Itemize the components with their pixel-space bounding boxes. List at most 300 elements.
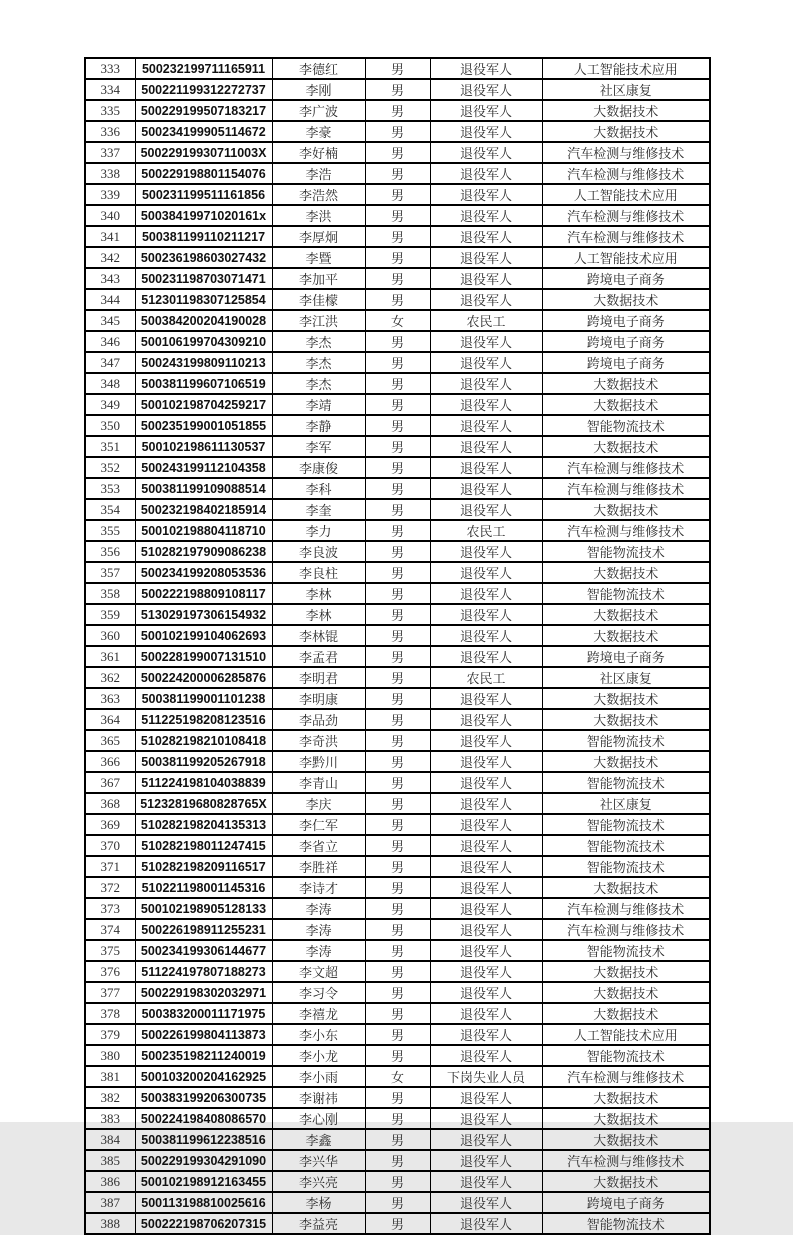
cell-name: 李文超	[272, 961, 365, 982]
table-row	[85, 289, 710, 310]
cell-id-number: 500384200204190028	[135, 310, 272, 331]
cell-name: 李仁军	[272, 814, 365, 835]
cell-major: 大数据技术	[542, 1129, 710, 1150]
cell-gender: 女	[365, 310, 430, 331]
cell-name: 李暨	[272, 247, 365, 268]
table-row	[85, 310, 710, 331]
cell-name: 李心刚	[272, 1108, 365, 1129]
cell-gender: 男	[365, 772, 430, 793]
cell-person-category: 退役军人	[430, 1171, 542, 1192]
cell-id-number: 512301198307125854	[135, 289, 272, 310]
cell-name: 李静	[272, 415, 365, 436]
cell-name: 李豪	[272, 121, 365, 142]
cell-name: 李小东	[272, 1024, 365, 1045]
cell-id-number: 500221199312272737	[135, 79, 272, 100]
cell-id-number: 510282198210108418	[135, 730, 272, 751]
table-row	[85, 1108, 710, 1129]
cell-id-number: 513029197306154932	[135, 604, 272, 625]
cell-gender: 男	[365, 436, 430, 457]
cell-row-number: 352	[85, 457, 135, 478]
cell-name: 李林锟	[272, 625, 365, 646]
cell-person-category: 下岗失业人员	[430, 1066, 542, 1087]
cell-row-number: 333	[85, 58, 135, 79]
cell-person-category: 退役军人	[430, 79, 542, 100]
cell-name: 李力	[272, 520, 365, 541]
cell-major: 社区康复	[542, 667, 710, 688]
cell-gender: 男	[365, 583, 430, 604]
table-row	[85, 1192, 710, 1213]
cell-gender: 男	[365, 58, 430, 79]
cell-person-category: 退役军人	[430, 940, 542, 961]
cell-gender: 男	[365, 919, 430, 940]
cell-name: 李习令	[272, 982, 365, 1003]
cell-row-number: 382	[85, 1087, 135, 1108]
cell-major: 跨境电子商务	[542, 310, 710, 331]
cell-row-number: 387	[85, 1192, 135, 1213]
cell-person-category: 退役军人	[430, 919, 542, 940]
cell-major: 大数据技术	[542, 289, 710, 310]
cell-major: 智能物流技术	[542, 856, 710, 877]
cell-gender: 男	[365, 520, 430, 541]
cell-major: 汽车检测与维修技术	[542, 1066, 710, 1087]
cell-gender: 男	[365, 79, 430, 100]
cell-gender: 男	[365, 856, 430, 877]
cell-id-number: 500228199007131510	[135, 646, 272, 667]
cell-major: 大数据技术	[542, 373, 710, 394]
cell-person-category: 退役军人	[430, 541, 542, 562]
cell-gender: 男	[365, 562, 430, 583]
cell-major: 社区康复	[542, 793, 710, 814]
cell-major: 大数据技术	[542, 1108, 710, 1129]
cell-row-number: 378	[85, 1003, 135, 1024]
cell-name: 李杨	[272, 1192, 365, 1213]
table-row	[85, 688, 710, 709]
cell-major: 智能物流技术	[542, 541, 710, 562]
cell-id-number: 500229198302032971	[135, 982, 272, 1003]
cell-gender: 男	[365, 373, 430, 394]
cell-row-number: 357	[85, 562, 135, 583]
cell-name: 李奎	[272, 499, 365, 520]
cell-person-category: 退役军人	[430, 877, 542, 898]
cell-person-category: 退役军人	[430, 1129, 542, 1150]
cell-major: 大数据技术	[542, 604, 710, 625]
cell-name: 李涛	[272, 940, 365, 961]
cell-row-number: 344	[85, 289, 135, 310]
table-row	[85, 730, 710, 751]
table-row	[85, 1087, 710, 1108]
cell-major: 智能物流技术	[542, 730, 710, 751]
cell-person-category: 退役军人	[430, 415, 542, 436]
cell-person-category: 退役军人	[430, 1087, 542, 1108]
table-row	[85, 1150, 710, 1171]
cell-person-category: 退役军人	[430, 1045, 542, 1066]
cell-row-number: 384	[85, 1129, 135, 1150]
cell-id-number: 500232199711165911	[135, 58, 272, 79]
cell-id-number: 511225198208123516	[135, 709, 272, 730]
cell-id-number: 511224197807188273	[135, 961, 272, 982]
cell-person-category: 退役军人	[430, 604, 542, 625]
cell-person-category: 退役军人	[430, 898, 542, 919]
cell-person-category: 退役军人	[430, 331, 542, 352]
cell-major: 汽车检测与维修技术	[542, 520, 710, 541]
table-row	[85, 646, 710, 667]
table-row	[85, 1066, 710, 1087]
cell-person-category: 退役军人	[430, 394, 542, 415]
cell-major: 汽车检测与维修技术	[542, 919, 710, 940]
cell-row-number: 341	[85, 226, 135, 247]
table-row	[85, 163, 710, 184]
cell-major: 跨境电子商务	[542, 331, 710, 352]
cell-major: 大数据技术	[542, 1003, 710, 1024]
cell-person-category: 退役军人	[430, 352, 542, 373]
cell-person-category: 退役军人	[430, 478, 542, 499]
cell-row-number: 360	[85, 625, 135, 646]
cell-major: 汽车检测与维修技术	[542, 142, 710, 163]
cell-person-category: 退役军人	[430, 457, 542, 478]
cell-gender: 男	[365, 541, 430, 562]
cell-gender: 男	[365, 205, 430, 226]
cell-name: 李青山	[272, 772, 365, 793]
cell-row-number: 373	[85, 898, 135, 919]
cell-major: 大数据技术	[542, 394, 710, 415]
cell-row-number: 354	[85, 499, 135, 520]
cell-row-number: 371	[85, 856, 135, 877]
cell-gender: 男	[365, 100, 430, 121]
cell-id-number: 500234199208053536	[135, 562, 272, 583]
cell-person-category: 退役军人	[430, 646, 542, 667]
cell-major: 大数据技术	[542, 877, 710, 898]
table-row	[85, 520, 710, 541]
cell-name: 李谢祎	[272, 1087, 365, 1108]
cell-major: 智能物流技术	[542, 583, 710, 604]
cell-gender: 男	[365, 184, 430, 205]
table-row	[85, 709, 710, 730]
cell-name: 李厚炯	[272, 226, 365, 247]
cell-gender: 男	[365, 688, 430, 709]
cell-gender: 男	[365, 499, 430, 520]
cell-gender: 男	[365, 1108, 430, 1129]
table-row	[85, 58, 710, 79]
cell-name: 李浩	[272, 163, 365, 184]
cell-person-category: 退役军人	[430, 268, 542, 289]
cell-id-number: 500235199001051855	[135, 415, 272, 436]
cell-major: 社区康复	[542, 79, 710, 100]
cell-name: 李佳檬	[272, 289, 365, 310]
cell-id-number: 500232198402185914	[135, 499, 272, 520]
cell-person-category: 退役军人	[430, 205, 542, 226]
table-row	[85, 499, 710, 520]
cell-person-category: 退役军人	[430, 730, 542, 751]
cell-id-number: 500234199905114672	[135, 121, 272, 142]
cell-name: 李江洪	[272, 310, 365, 331]
cell-person-category: 退役军人	[430, 709, 542, 730]
table-row	[85, 247, 710, 268]
cell-row-number: 343	[85, 268, 135, 289]
table-row	[85, 79, 710, 100]
cell-gender: 男	[365, 751, 430, 772]
cell-row-number: 346	[85, 331, 135, 352]
cell-id-number: 500113198810025616	[135, 1192, 272, 1213]
cell-major: 智能物流技术	[542, 1045, 710, 1066]
cell-gender: 男	[365, 457, 430, 478]
cell-id-number: 500235198211240019	[135, 1045, 272, 1066]
cell-row-number: 351	[85, 436, 135, 457]
cell-gender: 男	[365, 1213, 430, 1234]
cell-gender: 男	[365, 1150, 430, 1171]
cell-name: 李德红	[272, 58, 365, 79]
table-row	[85, 331, 710, 352]
cell-gender: 男	[365, 331, 430, 352]
cell-id-number: 510282198204135313	[135, 814, 272, 835]
cell-person-category: 退役军人	[430, 562, 542, 583]
cell-id-number: 500234199306144677	[135, 940, 272, 961]
cell-person-category: 农民工	[430, 520, 542, 541]
cell-gender: 男	[365, 394, 430, 415]
table-row	[85, 205, 710, 226]
cell-id-number: 500381199110211217	[135, 226, 272, 247]
table-row	[85, 415, 710, 436]
cell-id-number: 500102198804118710	[135, 520, 272, 541]
cell-gender: 男	[365, 226, 430, 247]
cell-major: 大数据技术	[542, 688, 710, 709]
cell-gender: 男	[365, 835, 430, 856]
cell-row-number: 363	[85, 688, 135, 709]
cell-major: 智能物流技术	[542, 1213, 710, 1234]
cell-name: 李鑫	[272, 1129, 365, 1150]
cell-row-number: 365	[85, 730, 135, 751]
cell-major: 大数据技术	[542, 121, 710, 142]
cell-major: 智能物流技术	[542, 415, 710, 436]
cell-id-number: 500226198911255231	[135, 919, 272, 940]
cell-person-category: 退役军人	[430, 1108, 542, 1129]
cell-id-number: 510282198011247415	[135, 835, 272, 856]
cell-name: 李康俊	[272, 457, 365, 478]
cell-major: 汽车检测与维修技术	[542, 205, 710, 226]
table-row	[85, 751, 710, 772]
cell-person-category: 退役军人	[430, 436, 542, 457]
cell-gender: 男	[365, 709, 430, 730]
cell-major: 汽车检测与维修技术	[542, 1150, 710, 1171]
cell-person-category: 退役军人	[430, 1213, 542, 1234]
table-row	[85, 1129, 710, 1150]
cell-name: 李禧龙	[272, 1003, 365, 1024]
cell-row-number: 364	[85, 709, 135, 730]
table-row	[85, 772, 710, 793]
cell-gender: 男	[365, 1192, 430, 1213]
table-row	[85, 1213, 710, 1234]
cell-row-number: 337	[85, 142, 135, 163]
cell-row-number: 336	[85, 121, 135, 142]
cell-row-number: 339	[85, 184, 135, 205]
table-row	[85, 436, 710, 457]
cell-gender: 男	[365, 898, 430, 919]
cell-person-category: 退役军人	[430, 1150, 542, 1171]
cell-row-number: 381	[85, 1066, 135, 1087]
table-row	[85, 940, 710, 961]
cell-name: 李良波	[272, 541, 365, 562]
table-row	[85, 793, 710, 814]
table-row	[85, 667, 710, 688]
cell-row-number: 369	[85, 814, 135, 835]
cell-row-number: 353	[85, 478, 135, 499]
cell-id-number: 51232819680828765X	[135, 793, 272, 814]
cell-name: 李好楠	[272, 142, 365, 163]
cell-name: 李明康	[272, 688, 365, 709]
cell-major: 人工智能技术应用	[542, 1024, 710, 1045]
cell-person-category: 退役军人	[430, 583, 542, 604]
cell-person-category: 农民工	[430, 667, 542, 688]
table-row	[85, 1024, 710, 1045]
cell-name: 李黔川	[272, 751, 365, 772]
cell-person-category: 退役军人	[430, 772, 542, 793]
table-row	[85, 583, 710, 604]
cell-row-number: 367	[85, 772, 135, 793]
cell-person-category: 退役军人	[430, 1003, 542, 1024]
cell-name: 李奇洪	[272, 730, 365, 751]
table-row	[85, 1171, 710, 1192]
cell-id-number: 510282197909086238	[135, 541, 272, 562]
cell-person-category: 退役军人	[430, 247, 542, 268]
cell-name: 李林	[272, 604, 365, 625]
table-row	[85, 835, 710, 856]
cell-major: 人工智能技术应用	[542, 58, 710, 79]
cell-name: 李品劲	[272, 709, 365, 730]
cell-gender: 男	[365, 1087, 430, 1108]
table-row	[85, 919, 710, 940]
cell-row-number: 366	[85, 751, 135, 772]
cell-person-category: 退役军人	[430, 58, 542, 79]
cell-gender: 男	[365, 1024, 430, 1045]
cell-name: 李杰	[272, 352, 365, 373]
cell-gender: 男	[365, 961, 430, 982]
cell-row-number: 359	[85, 604, 135, 625]
cell-major: 智能物流技术	[542, 940, 710, 961]
cell-major: 大数据技术	[542, 961, 710, 982]
table-row	[85, 100, 710, 121]
cell-id-number: 500381199001101238	[135, 688, 272, 709]
cell-major: 智能物流技术	[542, 835, 710, 856]
table-row	[85, 877, 710, 898]
cell-major: 人工智能技术应用	[542, 247, 710, 268]
cell-name: 李明君	[272, 667, 365, 688]
cell-row-number: 375	[85, 940, 135, 961]
cell-id-number: 500229199507183217	[135, 100, 272, 121]
cell-major: 跨境电子商务	[542, 646, 710, 667]
cell-id-number: 500383200011171975	[135, 1003, 272, 1024]
cell-major: 大数据技术	[542, 709, 710, 730]
cell-id-number: 500243199809110213	[135, 352, 272, 373]
cell-row-number: 356	[85, 541, 135, 562]
cell-id-number: 500102198905128133	[135, 898, 272, 919]
table-row	[85, 394, 710, 415]
cell-name: 李胜祥	[272, 856, 365, 877]
cell-gender: 男	[365, 247, 430, 268]
cell-person-category: 退役军人	[430, 100, 542, 121]
cell-major: 汽车检测与维修技术	[542, 457, 710, 478]
cell-gender: 男	[365, 982, 430, 1003]
cell-name: 李良柱	[272, 562, 365, 583]
cell-gender: 男	[365, 667, 430, 688]
cell-row-number: 349	[85, 394, 135, 415]
table-row	[85, 625, 710, 646]
cell-row-number: 386	[85, 1171, 135, 1192]
roster-table	[84, 57, 711, 1235]
cell-person-category: 退役军人	[430, 961, 542, 982]
cell-name: 李诗才	[272, 877, 365, 898]
cell-id-number: 500383199206300735	[135, 1087, 272, 1108]
table-row	[85, 373, 710, 394]
cell-row-number: 372	[85, 877, 135, 898]
cell-gender: 男	[365, 730, 430, 751]
cell-id-number: 50022919930711003X	[135, 142, 272, 163]
cell-name: 李林	[272, 583, 365, 604]
cell-name: 李涛	[272, 919, 365, 940]
table-row	[85, 1045, 710, 1066]
cell-id-number: 500231199511161856	[135, 184, 272, 205]
table-row	[85, 121, 710, 142]
cell-id-number: 500102198704259217	[135, 394, 272, 415]
cell-id-number: 500229198801154076	[135, 163, 272, 184]
cell-gender: 男	[365, 121, 430, 142]
cell-id-number: 500381199205267918	[135, 751, 272, 772]
cell-name: 李小雨	[272, 1066, 365, 1087]
cell-major: 大数据技术	[542, 982, 710, 1003]
table-row	[85, 982, 710, 1003]
cell-id-number: 500224200006285876	[135, 667, 272, 688]
cell-gender: 男	[365, 1171, 430, 1192]
cell-row-number: 368	[85, 793, 135, 814]
table-row	[85, 142, 710, 163]
cell-row-number: 383	[85, 1108, 135, 1129]
cell-row-number: 338	[85, 163, 135, 184]
cell-gender: 男	[365, 142, 430, 163]
cell-person-category: 退役军人	[430, 793, 542, 814]
cell-gender: 男	[365, 877, 430, 898]
cell-name: 李小龙	[272, 1045, 365, 1066]
table-row	[85, 184, 710, 205]
cell-id-number: 500102198912163455	[135, 1171, 272, 1192]
cell-major: 大数据技术	[542, 100, 710, 121]
cell-row-number: 376	[85, 961, 135, 982]
cell-major: 大数据技术	[542, 436, 710, 457]
cell-major: 跨境电子商务	[542, 352, 710, 373]
cell-id-number: 500381199109088514	[135, 478, 272, 499]
table-row	[85, 1003, 710, 1024]
cell-major: 人工智能技术应用	[542, 184, 710, 205]
cell-name: 李兴亮	[272, 1171, 365, 1192]
cell-row-number: 345	[85, 310, 135, 331]
cell-row-number: 335	[85, 100, 135, 121]
table-row	[85, 541, 710, 562]
cell-id-number: 500243199112104358	[135, 457, 272, 478]
cell-person-category: 退役军人	[430, 142, 542, 163]
cell-id-number: 500103200204162925	[135, 1066, 272, 1087]
cell-row-number: 374	[85, 919, 135, 940]
cell-person-category: 退役军人	[430, 835, 542, 856]
cell-name: 李杰	[272, 373, 365, 394]
cell-gender: 女	[365, 1066, 430, 1087]
cell-name: 李涛	[272, 898, 365, 919]
cell-name: 李浩然	[272, 184, 365, 205]
cell-name: 李加平	[272, 268, 365, 289]
cell-name: 李洪	[272, 205, 365, 226]
cell-id-number: 500102198611130537	[135, 436, 272, 457]
table-row	[85, 814, 710, 835]
cell-person-category: 退役军人	[430, 163, 542, 184]
cell-name: 李兴华	[272, 1150, 365, 1171]
cell-row-number: 361	[85, 646, 135, 667]
cell-row-number: 347	[85, 352, 135, 373]
